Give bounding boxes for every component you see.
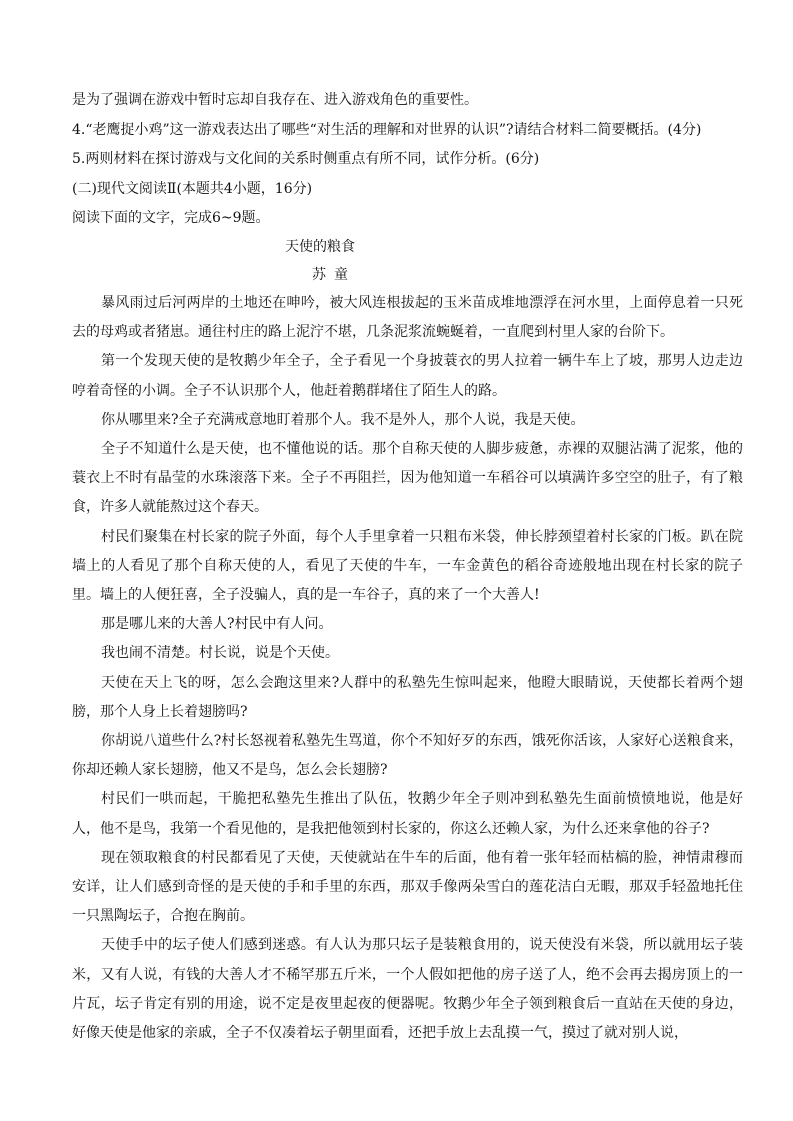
question-4: 4.“老鹰捉小鸡”这一游戏表达出了哪些“对生活的理解和对世界的认识”?请结合材料二简要概括。(4分) <box>72 122 702 139</box>
paragraph: 天使在天上飞的呀，怎么会跑这里来?人群中的私塾先生惊叫起来，他瞪大眼睛说，天使都长着两个翅膀，那个人身上长着翅膀吗? <box>72 674 743 720</box>
paragraph: 全子不知道什么是天使，也不懂他说的话。那个自称天使的人脚步疲惫，赤裸的双腿沾满了泥浆，他的蓑衣上不时有晶莹的水珠滚落下来。全子不再阻拦，因为他知道一车稻谷可以填满许多空空的肚子，有了粮食，许多人就能熬过这个春天。 <box>72 441 743 516</box>
paragraph: 天使手中的坛子使人们感到迷惑。有人认为那只坛子是装粮食用的，说天使没有米袋，所以就用坛子装米，又有人说，有钱的大善人才不稀罕那五斤米，一个人假如把他的房子送了人，绝不会再去揭房顶上的一片瓦，坛子肯定有别的用途，说不定是夜里起夜的便器呢。牧鹅少年全子领到粮食后一直站在天使的身边，好像天使是他家的亲戚，全子不仅凑着坛子朝里面看，还把手放上去乱摸一气，摸过了就对别人说， <box>72 937 743 1042</box>
paragraph: 我也闹不清楚。村长说，说是个天使。 <box>101 645 339 662</box>
story-author: 苏童 <box>312 267 356 284</box>
paragraph: 那是哪儿来的大善人?村民中有人问。 <box>101 616 333 633</box>
paragraph: 村民们聚集在村长家的院子外面，每个人手里拿着一只粗布米袋，伸长脖颈望着村长家的门板。趴在院墙上的人看见了那个自称天使的人，看见了天使的牛车，一车金黄色的稻谷奇迹般地出现在村长家的院子里。墙上的人便狂喜，全子没骗人，真的是一车谷子，真的来了一个大善人! <box>72 528 743 604</box>
question-5: 5.两则材料在探讨游戏与文化间的关系时侧重点有所不同，试作分析。(6分) <box>72 151 540 168</box>
paragraph: 暴风雨过后河两岸的土地还在呻吟，被大风连根拔起的玉米苗成堆地漂浮在河水里，上面停息着一只死去的母鸡或者猪崽。通往村庄的路上泥泞不堪，几条泥浆流蜿蜒着，一直爬到村里人家的台阶下。 <box>72 295 743 341</box>
paragraph: 你从哪里来?全子充满戒意地盯着那个人。我不是外人，那个人说，我是天使。 <box>101 411 585 428</box>
paragraph: 村民们一哄而起，干脆把私塾先生推出了队伍，牧鹅少年全子则冲到私塾先生面前愤愤地说，他是好人，他不是鸟，我第一个看见他的，是我把他领到村长家的，你这么还赖人家，为什么还来拿他的谷子? <box>72 791 743 837</box>
reading-instruction: 阅读下面的文字，完成6~9题。 <box>72 209 270 226</box>
paragraph: 第一个发现天使的是牧鹅少年全子，全子看见一个身披蓑衣的男人拉着一辆牛车上了坡，那男人边走边哼着奇怪的小调。全子不认识那个人，他赶着鹅群堵住了陌生人的路。 <box>72 353 743 399</box>
text-line: 是为了强调在游戏中暂时忘却自我存在、进入游戏角色的重要性。 <box>72 92 478 108</box>
paragraph: 你胡说八道些什么?村长怒视着私塾先生骂道，你个不知好歹的东西，饿死你活该，人家好心送粮食来，你却还赖人家长翅膀，他又不是鸟，怎么会长翅膀? <box>72 733 743 779</box>
story-body <box>72 289 743 1048</box>
paragraph: 现在领取粮食的村民都看见了天使，天使就站在牛车的后面，他有着一张年轻而枯槁的脸，神情肃穆而安详，让人们感到奇怪的是天使的手和手里的东西，那双手像两朵雪白的莲花洁白无暇，那双手轻盈地托住一只黑陶坛子，合抱在胸前。 <box>72 849 743 925</box>
story-title: 天使的粮食 <box>285 239 355 256</box>
section-heading: (二)现代文阅读Ⅱ(本题共4小题，16分) <box>72 180 313 197</box>
